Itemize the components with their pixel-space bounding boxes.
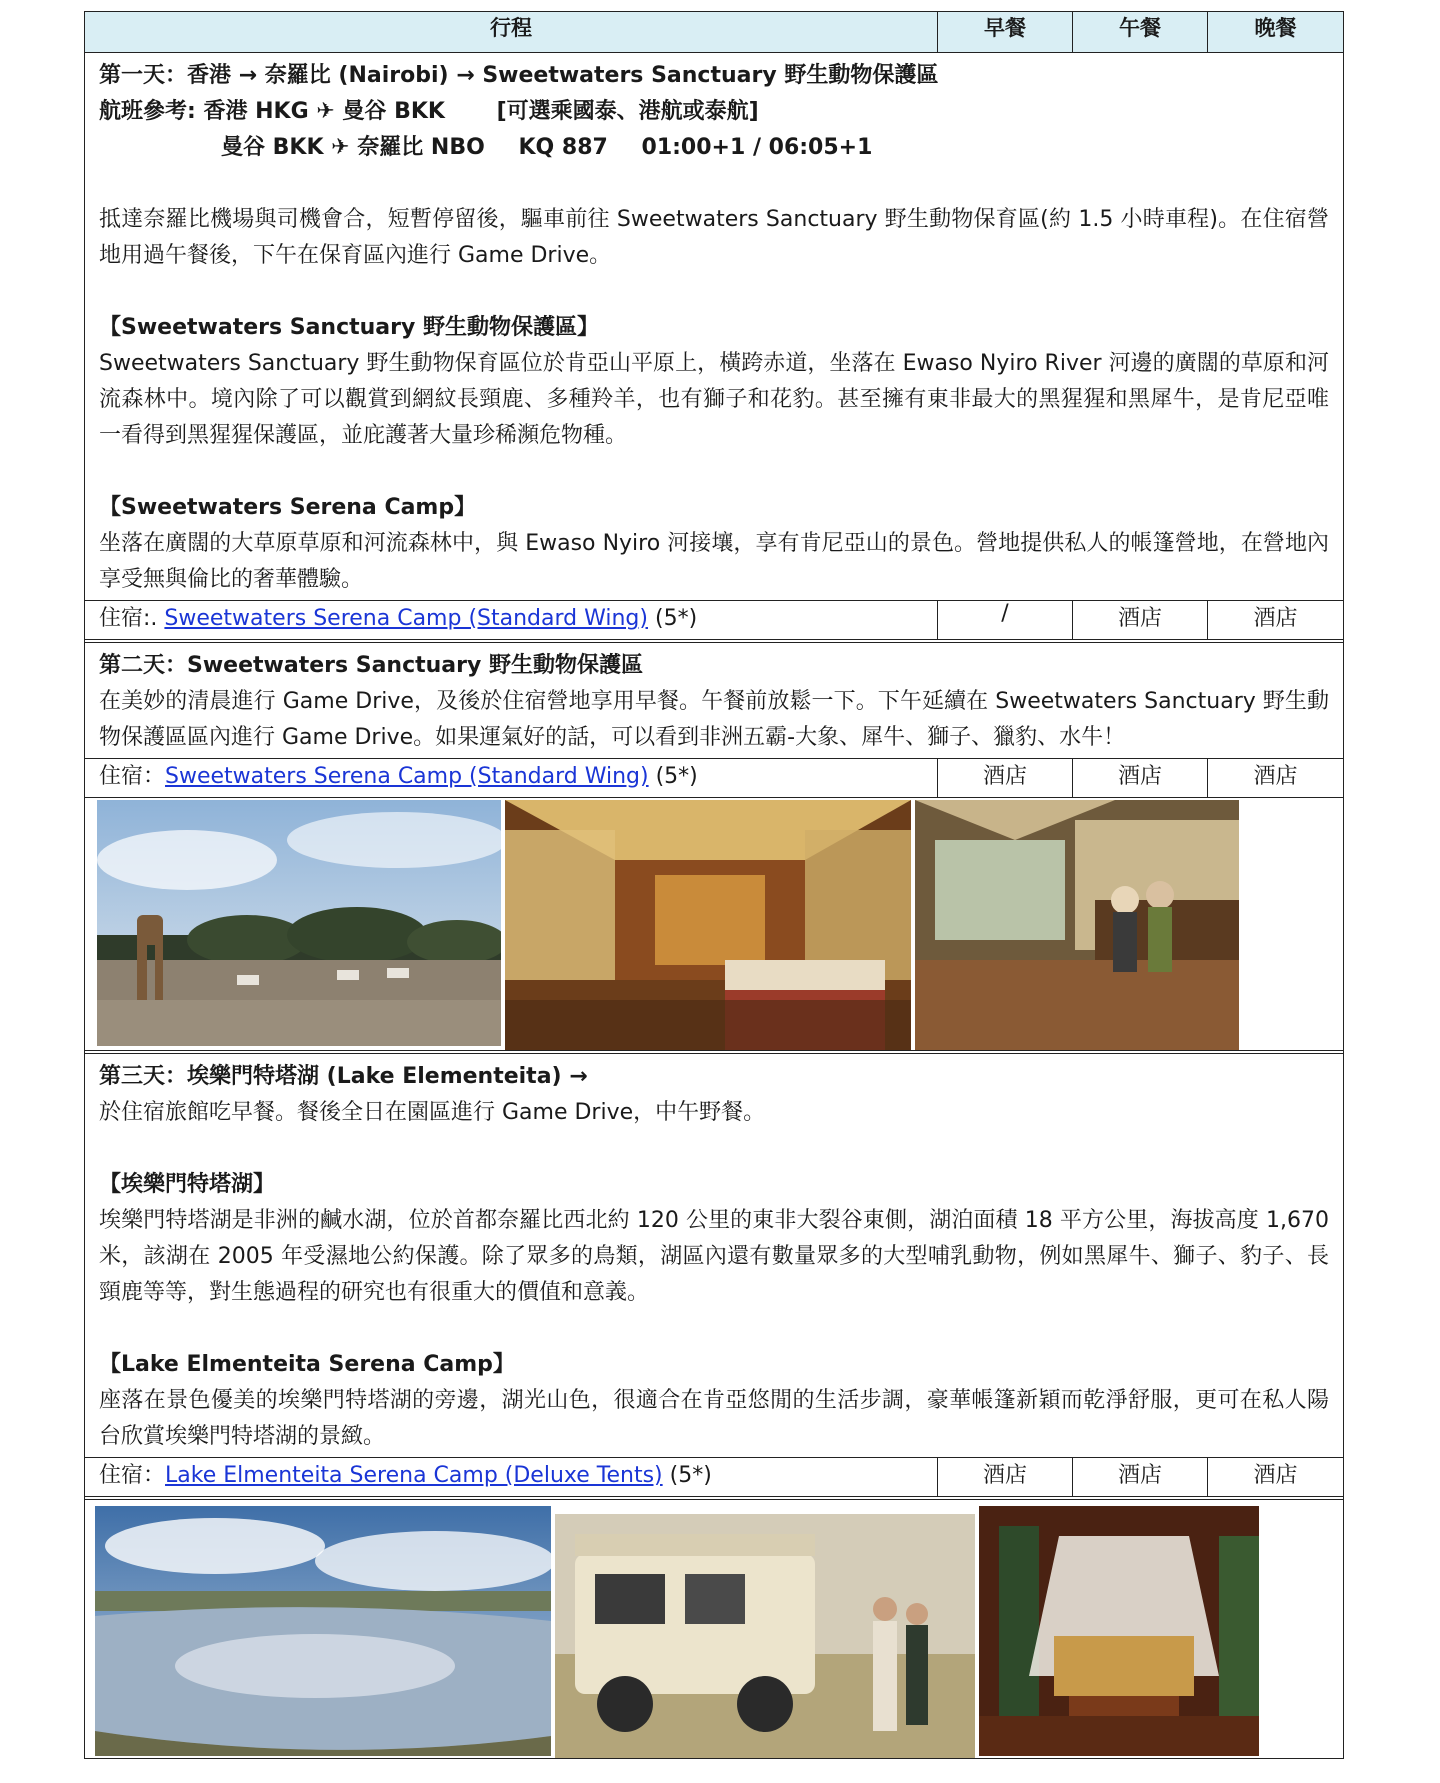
day3-intro: 於住宿旅館吃早餐。餐後全日在園區進行 Game Drive，中午野餐。 xyxy=(99,1100,766,1125)
day2-meals xyxy=(85,759,1344,798)
giraffe-photo xyxy=(97,800,501,1046)
day2-stay xyxy=(85,759,938,798)
day3-stay xyxy=(85,1458,938,1497)
lodge-bar-photo xyxy=(915,800,1239,1051)
day1-stay-link[interactable]: Sweetwaters Serena Camp (Standard Wing) xyxy=(164,606,648,631)
day2-stay-link[interactable]: Sweetwaters Serena Camp (Standard Wing) xyxy=(165,764,649,789)
day1-meals xyxy=(85,601,1344,640)
day2-lunch: 酒店 xyxy=(1073,759,1208,798)
day1-lunch: 酒店 xyxy=(1073,601,1208,640)
day3-breakfast: 酒店 xyxy=(938,1458,1073,1497)
day3-lunch: 酒店 xyxy=(1073,1458,1208,1497)
tent-interior-photo xyxy=(505,800,911,1051)
sanctuary-text: Sweetwaters Sanctuary 野生動物保育區位於肯亞山平原上，橫跨赤道，坐落在 Ewaso Nyiro River 河邊的廣闊的草原和河流森林中。境內除了可以觀賞到網紋長頸鹿、多種羚羊，也有獅子和花豹。甚至擁有東非最大的黑猩猩和黑犀牛，是肯尼亞唯一看得到黑猩猩保護區，並庇護著大量珍稀瀕危物種。 xyxy=(99,351,1329,448)
day2-stay-rating: (5*) xyxy=(655,764,698,789)
flight1-airlines: [可選乘國泰、港航或泰航] xyxy=(496,99,759,124)
day1-row xyxy=(85,53,1344,601)
day3-stay-link[interactable]: Lake Elmenteita Serena Camp (Deluxe Tents) xyxy=(165,1463,663,1488)
header-breakfast: 早餐 xyxy=(938,12,1073,53)
day3-title: 第三天：埃樂門特塔湖 (Lake Elementeita) → xyxy=(99,1064,588,1089)
day3-meals xyxy=(85,1458,1344,1497)
day1-dinner: 酒店 xyxy=(1208,601,1344,640)
day3-stay-rating: (5*) xyxy=(669,1463,712,1488)
camp1-text: 坐落在廣闊的大草原草原和河流森林中，與 Ewaso Nyiro 河接壤，享有肯尼亞山的景色。營地提供私人的帳篷營地，在營地內享受無與倫比的奢華體驗。 xyxy=(99,531,1329,592)
day2-photos-row xyxy=(85,798,1344,1051)
header-lunch: 午餐 xyxy=(1073,12,1208,53)
day2-breakfast: 酒店 xyxy=(938,759,1073,798)
table-header xyxy=(85,12,1344,53)
day1-title: 第一天：香港 → 奈羅比 (Nairobi) → Sweetwaters Sanctuary 野生動物保護區 xyxy=(99,63,939,88)
day1-breakfast: / xyxy=(938,601,1073,640)
camp1-heading: 【Sweetwaters Serena Camp】 xyxy=(99,495,477,520)
day1-flight2 xyxy=(99,130,1329,166)
flight2-route: 曼谷 BKK ✈ 奈羅比 NBO xyxy=(221,135,485,160)
header-dinner: 晚餐 xyxy=(1208,12,1344,53)
lake-text: 埃樂門特塔湖是非洲的鹹水湖，位於首都奈羅比西北約 120 公里的東非大裂谷東側，湖泊面積 18 平方公里，海拔高度 1,670 米，該湖在 2005 年受濕地公約保護。除了眾多的鳥類，湖區內還有數量眾多的大型哺乳動物，例如黑犀牛、獅子、豹子、長頸鹿等等，對生態過程的研究也有很重大的價值和意義。 xyxy=(99,1208,1329,1305)
day3-dinner: 酒店 xyxy=(1208,1458,1344,1497)
day1-flight1 xyxy=(99,94,1329,130)
day1-stay xyxy=(85,601,938,640)
flight2-number: KQ 887 xyxy=(518,135,608,160)
day1-stay-label: 住宿:. xyxy=(99,606,158,631)
camp3-heading: 【Lake Elmenteita Serena Camp】 xyxy=(99,1352,515,1377)
lake-photo xyxy=(95,1506,551,1756)
itinerary-page xyxy=(84,11,1343,1759)
flight2-time: 01:00+1 / 06:05+1 xyxy=(641,135,873,160)
lake-heading: 【埃樂門特塔湖】 xyxy=(99,1172,276,1197)
day3-row xyxy=(85,1054,1344,1458)
day2-dinner: 酒店 xyxy=(1208,759,1344,798)
header-itinerary: 行程 xyxy=(85,12,938,53)
day1-stay-rating: (5*) xyxy=(654,606,698,631)
day3-photos-row xyxy=(85,1500,1344,1759)
itinerary-table xyxy=(84,11,1344,1759)
day1-intro: 抵達奈羅比機場與司機會合，短暫停留後，驅車前往 Sweetwaters Sanctuary 野生動物保育區(約 1.5 小時車程)。在住宿營地用過午餐後，下午在保育區內進行 Game Drive。 xyxy=(99,207,1329,268)
day2-row xyxy=(85,643,1344,759)
sanctuary-heading: 【Sweetwaters Sanctuary 野生動物保護區】 xyxy=(99,315,600,340)
flight1-route: 香港 HKG ✈ 曼谷 BKK xyxy=(203,99,445,124)
canopy-bed-photo xyxy=(979,1506,1259,1756)
day2-text: 在美妙的清晨進行 Game Drive，及後於住宿營地享用早餐。午餐前放鬆一下。下午延續在 Sweetwaters Sanctuary 野生動物保護區區內進行 Game Drive。如果運氣好的話，可以看到非洲五霸-大象、犀牛、獅子、獵豹、水牛！ xyxy=(99,689,1329,750)
safari-jeep-photo xyxy=(555,1514,975,1758)
day2-title: 第二天：Sweetwaters Sanctuary 野生動物保護區 xyxy=(99,653,644,678)
flight-label: 航班參考: xyxy=(99,99,196,124)
camp3-text: 座落在景色優美的埃樂門特塔湖的旁邊，湖光山色，很適合在肯亞悠閒的生活步調，豪華帳篷新穎而乾淨舒服，更可在私人陽台欣賞埃樂門特塔湖的景緻。 xyxy=(99,1388,1329,1449)
day3-stay-label: 住宿： xyxy=(99,1463,166,1488)
day2-stay-label: 住宿： xyxy=(99,764,166,789)
